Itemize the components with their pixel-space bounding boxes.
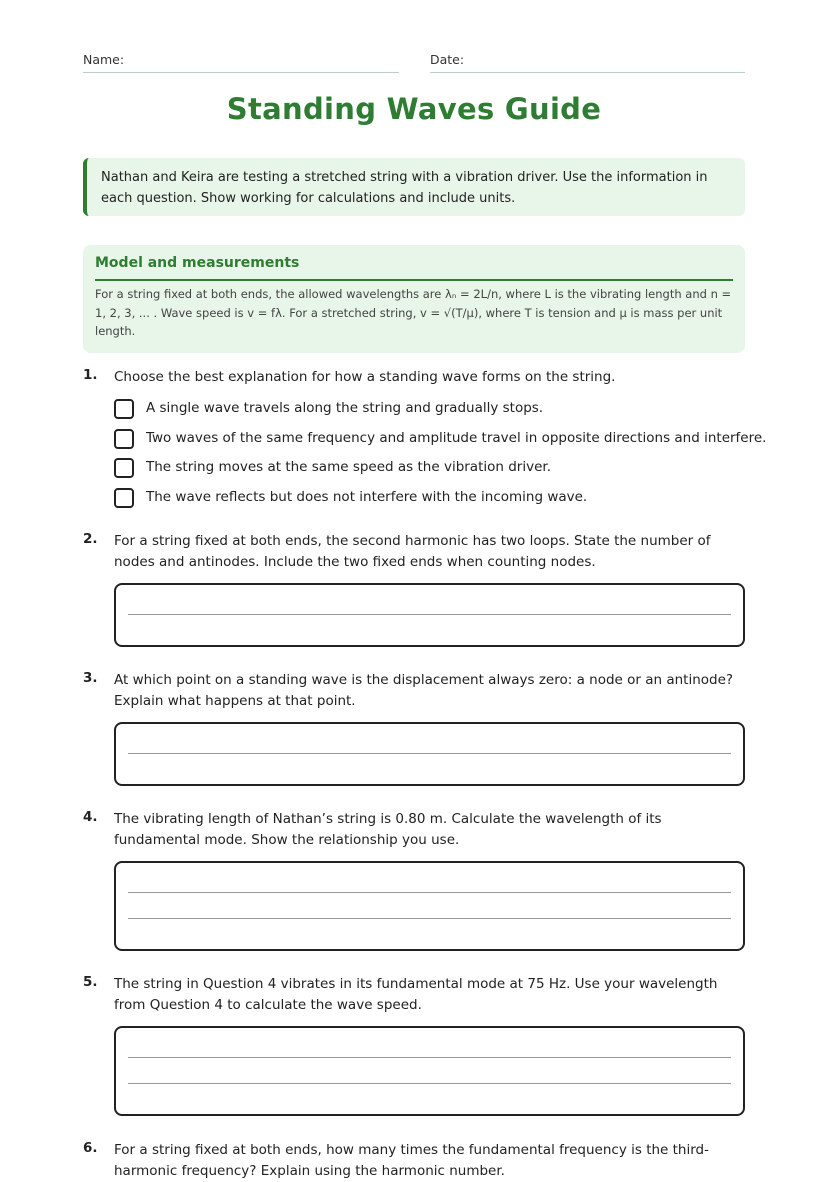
question-number: 1. — [83, 367, 98, 383]
answer-box[interactable] — [114, 583, 745, 647]
name-field[interactable] — [83, 52, 399, 67]
page-title: Standing Waves Guide — [226, 92, 602, 126]
checkbox[interactable] — [114, 429, 134, 449]
student-info-row — [83, 52, 745, 74]
question-text: Choose the best explanation for how a standing wave forms on the string. — [114, 369, 616, 385]
option-b[interactable] — [114, 429, 767, 453]
answer-line — [128, 753, 731, 754]
answer-line — [128, 892, 731, 893]
name-label: Name: — [83, 52, 125, 67]
date-label: Date: — [430, 52, 465, 67]
date-line — [430, 72, 745, 73]
model-heading: Model and measurements — [95, 255, 733, 281]
question-text: At which point on a standing wave is the displacement always zero: a node or an antinode? Explain what happens at that point. — [114, 672, 734, 709]
intro-text: Nathan and Keira are testing a stretched string with a vibration driver. Use the information in each question. Show working for calculations and include units. — [101, 170, 708, 206]
option-a[interactable] — [114, 399, 745, 423]
intro-box — [83, 158, 745, 216]
answer-line — [128, 1083, 731, 1084]
option-label: Two waves of the same frequency and amplitude travel in opposite directions and interfere. — [146, 430, 767, 446]
option-label: The string moves at the same speed as the vibration driver. — [146, 459, 551, 475]
checkbox[interactable] — [114, 488, 134, 508]
checkbox[interactable] — [114, 399, 134, 419]
option-d[interactable] — [114, 488, 745, 512]
question-number: 6. — [83, 1140, 98, 1156]
question-number: 5. — [83, 974, 98, 990]
question-text: The string in Question 4 vibrates in its fundamental mode at 75 Hz. Use your wavelength from Question 4 to calculate the wave speed. — [114, 976, 718, 1013]
answer-line — [128, 918, 731, 919]
answer-box[interactable] — [114, 861, 745, 951]
date-field[interactable] — [430, 52, 745, 67]
option-label: The wave reflects but does not interfere with the incoming wave. — [146, 489, 588, 505]
answer-box[interactable] — [114, 1026, 745, 1116]
option-c[interactable] — [114, 458, 745, 482]
name-line — [83, 72, 399, 73]
answer-line — [128, 614, 731, 615]
model-text: For a string fixed at both ends, the allowed wavelengths are λₙ = 2L/n, where L is the vibrating length and n = 1, 2, 3, ... . Wave speed is v = fλ. For a stretched string, v = √(T/μ), where T is tension and μ is mass per unit length. — [95, 287, 732, 338]
model-panel — [83, 245, 745, 353]
question-text: For a string fixed at both ends, the second harmonic has two loops. State the number of nodes and antinodes. Include the two fixed ends when counting nodes. — [114, 533, 711, 570]
question-text: For a string fixed at both ends, how many times the fundamental frequency is the third-harmonic frequency? Explain using the harmonic number. — [114, 1142, 709, 1179]
answer-box[interactable] — [114, 722, 745, 786]
question-number: 2. — [83, 531, 98, 547]
checkbox[interactable] — [114, 458, 134, 478]
answer-line — [128, 1057, 731, 1058]
question-text: The vibrating length of Nathan’s string is 0.80 m. Calculate the wavelength of its fundamental mode. Show the relationship you use. — [114, 811, 662, 848]
option-label: A single wave travels along the string and gradually stops. — [146, 400, 544, 416]
question-number: 3. — [83, 670, 98, 686]
question-number: 4. — [83, 809, 98, 825]
